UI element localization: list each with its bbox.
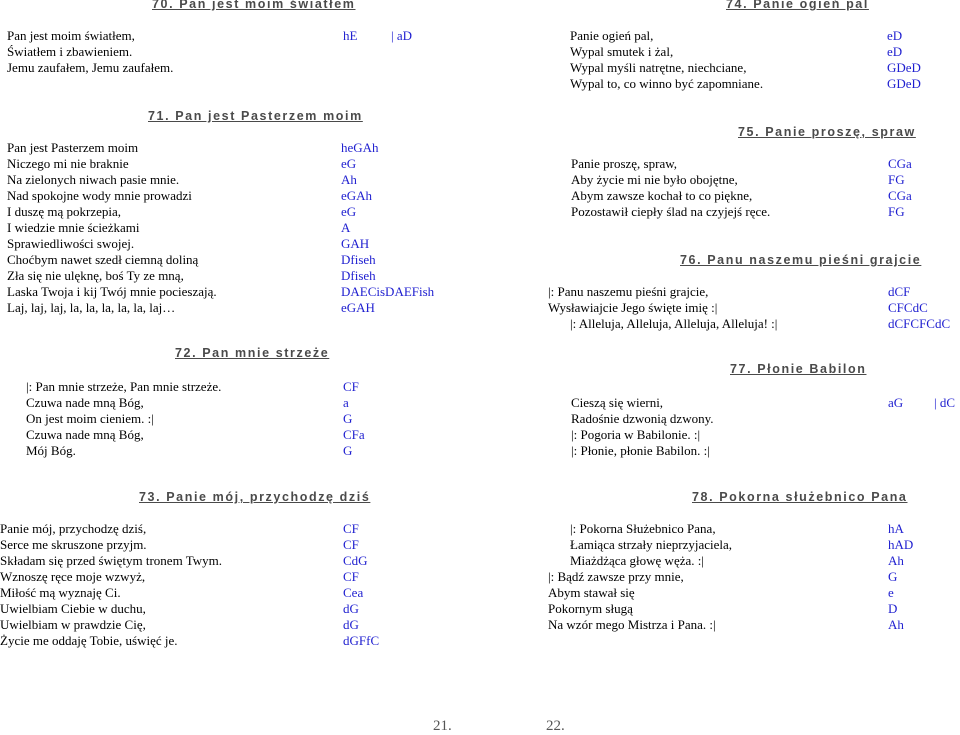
lyric-text: Choćbym nawet szedł ciemną doliną xyxy=(7,252,199,267)
lyric-line xyxy=(548,617,958,633)
lyric-line xyxy=(0,617,440,633)
lyric-text: Wypal to, co winno być zapomniane. xyxy=(570,76,764,91)
lyric-line xyxy=(7,28,447,44)
lyric-text: Sprawiedliwości swojej. xyxy=(7,236,135,251)
lyric-text: Laj, laj, laj, la, la, la, la, la, laj… xyxy=(7,300,176,315)
lyric-line xyxy=(548,284,958,300)
chord-text: CGa xyxy=(888,188,912,203)
lyric-line xyxy=(571,172,956,188)
lyric-line xyxy=(26,395,426,411)
chord-text: dG xyxy=(343,617,359,632)
chord-text: eGAH xyxy=(341,300,375,315)
lyric-line xyxy=(571,427,960,443)
chord-text: Ah xyxy=(341,172,357,187)
chord-text: G xyxy=(343,443,353,458)
lyric-text: Życie me oddaję Tobie, uświęć je. xyxy=(0,633,178,648)
lyric-text: Pozostawił ciepły ślad na czyjejś ręce. xyxy=(571,204,771,219)
lyric-line xyxy=(548,300,958,316)
lyric-line xyxy=(0,537,440,553)
lyric-text: Panie mój, przychodzę dziś, xyxy=(0,521,147,536)
lyric-text: Radośnie dzwonią dzwony. xyxy=(571,411,714,426)
chord-text: G xyxy=(343,411,353,426)
lyric-line xyxy=(7,236,467,252)
chord-text: dCF xyxy=(888,284,911,299)
lyric-line xyxy=(7,284,467,300)
chord-text: | dC xyxy=(934,395,956,410)
lyric-line xyxy=(26,379,426,395)
song-76-body xyxy=(548,284,958,332)
chord-text: eG xyxy=(341,204,357,219)
chord-text: CF xyxy=(343,537,359,552)
chord-text: GDeD xyxy=(887,60,921,75)
lyric-text: Abym stawał się xyxy=(548,585,635,600)
lyric-text: Nad spokojne wody mnie prowadzi xyxy=(7,188,192,203)
lyric-line xyxy=(548,585,958,601)
chord-text: Cea xyxy=(343,585,364,600)
lyric-text: Zła się nie ulęknę, boś Ty ze mną, xyxy=(7,268,184,283)
lyric-line xyxy=(0,585,440,601)
lyric-line xyxy=(7,268,467,284)
lyric-line xyxy=(571,156,956,172)
page-number-right: 22. xyxy=(546,718,565,734)
lyric-text: |: Pan mnie strzeże, Pan mnie strzeże. xyxy=(26,379,222,394)
song-76-title: 76. Panu naszemu pieśni grajcie xyxy=(680,253,922,267)
lyric-text: Panie ogień pal, xyxy=(570,28,654,43)
lyric-text: Pan jest moim światłem, xyxy=(7,28,135,43)
lyric-text: |: Alleluja, Alleluja, Alleluja, Alleluja! :| xyxy=(570,316,778,331)
chord-text: hA xyxy=(888,521,904,536)
lyric-text: Miłość mą wyznaję Ci. xyxy=(0,585,121,600)
lyric-line xyxy=(548,521,958,537)
lyric-line xyxy=(0,553,440,569)
chord-text: Ah xyxy=(888,553,904,568)
lyric-text: Miażdżąca głowę węża. :| xyxy=(570,553,704,568)
lyric-line xyxy=(26,427,426,443)
lyric-text: Cieszą się wierni, xyxy=(571,395,664,410)
song-78-title: 78. Pokorna służebnico Pana xyxy=(692,490,908,504)
song-77-body xyxy=(571,395,960,459)
lyric-text: Na zielonych niwach pasie mnie. xyxy=(7,172,180,187)
chord-text: CF xyxy=(343,521,359,536)
song-73-title: 73. Panie mój, przychodzę dziś xyxy=(139,490,371,504)
chord-text: heGAh xyxy=(341,140,379,155)
lyric-line xyxy=(570,60,955,76)
lyric-line xyxy=(571,443,960,459)
lyric-line xyxy=(7,300,467,316)
lyric-text: I wiedzie mnie ścieżkami xyxy=(7,220,140,235)
lyric-text: Składam się przed świętym tronem Twym. xyxy=(0,553,222,568)
chord-text: | aD xyxy=(391,28,413,43)
lyric-line xyxy=(7,44,447,60)
lyric-line xyxy=(548,569,958,585)
chord-text: DAECisDAEFish xyxy=(341,284,435,299)
lyric-text: Pan jest Pasterzem moim xyxy=(7,140,139,155)
chord-text: hE xyxy=(343,28,358,43)
chord-text: Dfiseh xyxy=(341,252,376,267)
lyric-line xyxy=(0,569,440,585)
chord-text: eD xyxy=(887,28,903,43)
chord-text: eG xyxy=(341,156,357,171)
chord-text: CdG xyxy=(343,553,368,568)
chord-text: hAD xyxy=(888,537,914,552)
lyric-text: Laska Twoja i kij Twój mnie pocieszają. xyxy=(7,284,217,299)
lyric-line xyxy=(0,601,440,617)
song-75-title: 75. Panie proszę, spraw xyxy=(738,125,916,139)
lyric-text: Uwielbiam Ciebie w duchu, xyxy=(0,601,146,616)
lyric-text: Niczego mi nie braknie xyxy=(7,156,129,171)
song-71-body xyxy=(7,140,467,316)
lyric-line xyxy=(571,188,956,204)
chord-text: e xyxy=(888,585,894,600)
song-78-body xyxy=(548,521,958,633)
chord-text: dG xyxy=(343,601,359,616)
lyric-text: Łamiąca strzały nieprzyjaciela, xyxy=(570,537,733,552)
song-75-body xyxy=(571,156,956,220)
lyric-line xyxy=(7,188,467,204)
chord-text: D xyxy=(888,601,898,616)
song-72-title: 72. Pan mnie strzeże xyxy=(175,346,330,360)
song-70-body xyxy=(7,28,447,76)
chord-text: GAH xyxy=(341,236,370,251)
chord-text: a xyxy=(343,395,349,410)
lyric-line xyxy=(26,411,426,427)
lyric-text: Czuwa nade mną Bóg, xyxy=(26,395,144,410)
lyric-text: Mój Bóg. xyxy=(26,443,76,458)
lyric-text: Jemu zaufałem, Jemu zaufałem. xyxy=(7,60,174,75)
song-73-body xyxy=(0,521,440,649)
lyric-text: Panie proszę, spraw, xyxy=(571,156,678,171)
chord-text: eGAh xyxy=(341,188,373,203)
lyric-line xyxy=(570,76,955,92)
chord-text: CF xyxy=(343,379,359,394)
chord-text: dGFfC xyxy=(343,633,380,648)
lyric-text: |: Pokorna Służebnico Pana, xyxy=(570,521,716,536)
chord-text: FG xyxy=(888,172,905,187)
song-74-title: 74. Panie ogień pal xyxy=(726,0,869,11)
lyric-line xyxy=(0,521,440,537)
lyric-line xyxy=(7,156,467,172)
lyric-text: |: Pogoria w Babilonie. :| xyxy=(571,427,701,442)
lyric-text: Pokornym sługą xyxy=(548,601,633,616)
chord-text: FG xyxy=(888,204,905,219)
page-number-left: 21. xyxy=(433,718,452,734)
lyric-text: |: Bądź zawsze przy mnie, xyxy=(548,569,684,584)
chord-text: Ah xyxy=(888,617,904,632)
song-71-title: 71. Pan jest Pasterzem moim xyxy=(148,109,363,123)
lyric-line xyxy=(7,60,447,76)
lyric-text: Wysławiajcie Jego święte imię :| xyxy=(548,300,718,315)
lyric-text: Wznoszę ręce moje wzwyż, xyxy=(0,569,146,584)
chord-text: CGa xyxy=(888,156,912,171)
lyric-text: Abym zawsze kochał to co piękne, xyxy=(571,188,753,203)
lyric-text: Wypal myśli natrętne, niechciane, xyxy=(570,60,747,75)
song-77-title: 77. Płonie Babilon xyxy=(730,362,867,376)
lyric-line xyxy=(548,537,958,553)
lyric-line xyxy=(7,204,467,220)
lyric-line xyxy=(571,395,960,411)
lyric-line xyxy=(0,633,440,649)
lyric-line xyxy=(7,172,467,188)
chord-text: dCFCFCdC xyxy=(888,316,951,331)
lyric-line xyxy=(570,44,955,60)
chord-text: GDeD xyxy=(887,76,921,91)
song-74-body xyxy=(570,28,955,92)
lyric-text: Światłem i zbawieniem. xyxy=(7,44,133,59)
lyric-line xyxy=(548,553,958,569)
lyric-text: Wypal smutek i żal, xyxy=(570,44,674,59)
chord-text: A xyxy=(341,220,351,235)
lyric-text: Serce me skruszone przyjm. xyxy=(0,537,147,552)
chord-text: CF xyxy=(343,569,359,584)
lyric-text: |: Panu naszemu pieśni grajcie, xyxy=(548,284,709,299)
lyric-line xyxy=(26,443,426,459)
lyric-text: Na wzór mego Mistrza i Pana. :| xyxy=(548,617,716,632)
lyric-text: On jest moim cieniem. :| xyxy=(26,411,154,426)
lyric-text: Aby życie mi nie było obojętne, xyxy=(571,172,738,187)
chord-text: CFCdC xyxy=(888,300,928,315)
chord-text: aG xyxy=(888,395,904,410)
lyric-line xyxy=(570,28,955,44)
lyric-line xyxy=(571,204,956,220)
lyric-line xyxy=(7,220,467,236)
lyric-text: Uwielbiam w prawdzie Cię, xyxy=(0,617,146,632)
lyric-text: Czuwa nade mną Bóg, xyxy=(26,427,144,442)
lyric-line xyxy=(7,252,467,268)
song-72-body xyxy=(26,379,426,459)
lyric-line xyxy=(571,411,960,427)
lyric-line xyxy=(548,601,958,617)
chord-text: eD xyxy=(887,44,903,59)
lyric-line xyxy=(548,316,958,332)
song-70-title: 70. Pan jest moim światłem xyxy=(152,0,356,11)
chord-text: G xyxy=(888,569,898,584)
chord-text: Dfiseh xyxy=(341,268,376,283)
chord-text: CFa xyxy=(343,427,365,442)
lyric-text: I duszę mą pokrzepia, xyxy=(7,204,122,219)
lyric-line xyxy=(7,140,467,156)
lyric-text: |: Płonie, płonie Babilon. :| xyxy=(571,443,710,458)
